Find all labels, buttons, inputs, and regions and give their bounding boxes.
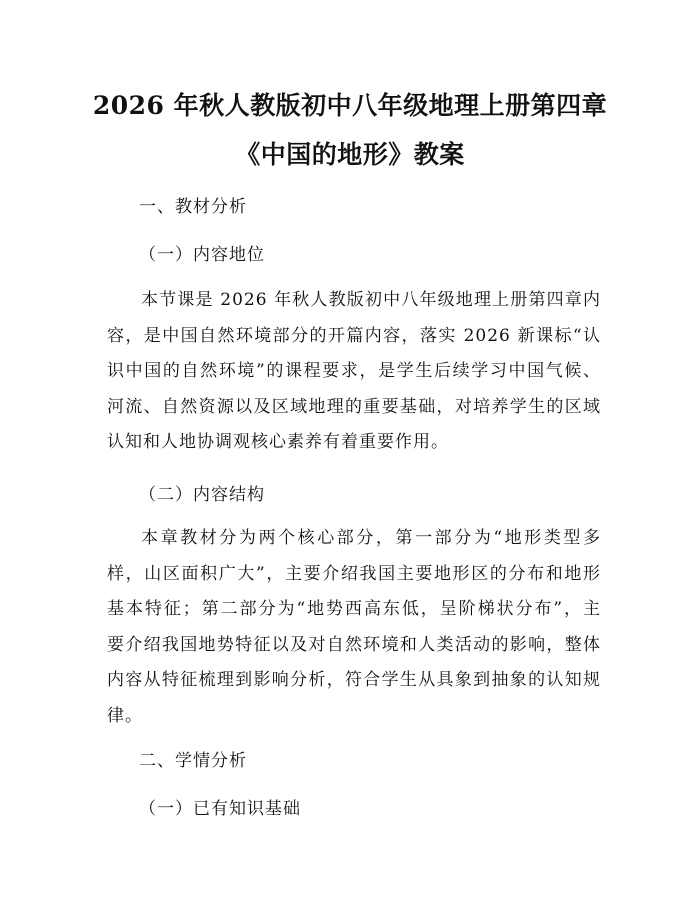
content-position-paragraph [107,283,601,461]
section-1-heading: 一、教材分析 [139,197,247,217]
paragraph-line: 样，山区面积广大”，主要介绍我国主要地形区的分布和地形 [107,563,601,584]
content-structure-paragraph [107,521,601,734]
document-title-line-1: 2026 年秋人教版初中八年级地理上册第四章 [92,91,608,120]
paragraph-line: 容，是中国自然环境部分的开篇内容，落实 2026 新课标“认 [107,325,601,346]
section-1-sub-2-heading: （二）内容结构 [139,485,265,505]
paragraph-line: 河流、自然资源以及区域地理的重要基础，对培养学生的区域 [107,396,601,417]
paragraph-line: 识中国的自然环境”的课程要求，是学生后续学习中国气候、 [107,361,601,381]
document-title-line-2: 《中国的地形》教案 [235,140,465,169]
paragraph-line: 基本特征；第二部分为“地势西高东低，呈阶梯状分布”，主 [107,599,601,619]
paragraph-line: 内容从特征梳理到影响分析，符合学生从具象到抽象的认知规 [107,670,601,690]
section-2-sub-1-heading: （一）已有知识基础 [139,799,301,819]
paragraph-line: 律。 [107,705,143,726]
paragraph-line: 要介绍我国地势特征以及对自然环境和人类活动的影响，整体 [107,634,601,655]
paragraph-line: 本章教材分为两个核心部分，第一部分为“地形类型多 [141,528,601,548]
paragraph-line: 本节课是 2026 年秋人教版初中八年级地理上册第四章内 [141,290,601,310]
section-2-heading: 二、学情分析 [139,751,247,771]
section-1-sub-1-heading: （一）内容地位 [139,245,265,265]
paragraph-line: 认知和人地协调观核心素养有着重要作用。 [107,432,449,452]
